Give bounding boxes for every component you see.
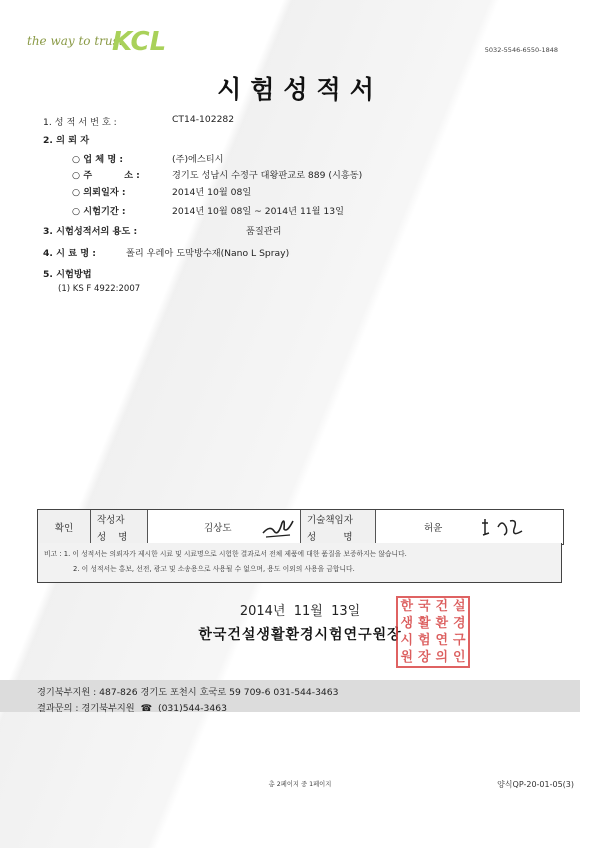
purpose-value: 품질관리	[246, 226, 282, 237]
seal-char: 연	[435, 633, 449, 648]
issue-date: 2014년 11월 13일	[239, 604, 361, 619]
address-value: 경기도 성남시 수정구 대왕판교로 889 (시흥동)	[172, 170, 363, 181]
seal-char: 건	[435, 599, 449, 614]
purpose-label: 3. 시험성적서의 용도 :	[43, 226, 138, 237]
method-label: 5. 시험방법	[43, 269, 92, 280]
confirm-label: 확인	[54, 523, 74, 534]
seal-char: 국	[417, 599, 431, 614]
company-value: (주)에스티시	[172, 154, 224, 165]
seal-char: 인	[452, 650, 466, 665]
form-number: 양식QP-20-01-05(3)	[497, 780, 574, 789]
signature-table	[37, 509, 564, 545]
kcl-logo	[110, 22, 170, 58]
seal-char: 원	[400, 650, 414, 665]
inquiry-prefix: 결과문의 : 경기북부지원	[37, 703, 135, 714]
seal-char: 의	[435, 650, 449, 665]
address-label: ○ 주 소 :	[72, 170, 140, 181]
company-label: ○ 업 체 명 :	[72, 154, 124, 165]
sample-label: 4. 시 료 명 :	[43, 248, 96, 259]
official-seal	[396, 596, 470, 668]
tech-manager-label: 기술책임자	[307, 514, 353, 526]
tech-label-cell	[301, 510, 376, 544]
sample-value: 폴리 우레아 도막방수재(Nano L Spray)	[126, 248, 290, 259]
inquiry-phone: (031)544-3463	[157, 703, 227, 714]
seal-char: 시	[400, 633, 414, 648]
issuing-organization: 한국건설생활환경시험연구원장	[198, 627, 402, 643]
writer-name-cell	[148, 510, 301, 544]
page-indicator: 총 2페이지 중 1페이지	[268, 781, 332, 788]
remark-line-1: 비고 : 1. 이 성적서는 의뢰자가 제시한 시료 및 시료명으로 시험한 결과로서 전체 제품에 대한 품질을 보증하지는 않습니다.	[44, 550, 407, 558]
confirm-cell	[38, 510, 91, 544]
seal-char: 험	[417, 633, 431, 648]
page-title: 시험성적서	[217, 75, 383, 104]
tech-name-cell	[376, 510, 563, 544]
writer-label: 작성자	[97, 514, 125, 526]
branch-address: 경기북부지원 : 487-826 경기도 포천시 호국로 59 709-6 031-544-3463	[37, 687, 339, 698]
writer-name: 김상도	[204, 523, 232, 534]
seal-char: 설	[452, 599, 466, 614]
test-period-value: 2014년 10월 08일 ~ 2014년 11월 13일	[172, 206, 344, 217]
document-number: 5032-5546-6550-1848	[484, 46, 558, 54]
svg-text:KCL: KCL	[112, 27, 167, 57]
writer-name-label: 성 명	[97, 531, 128, 543]
slogan-text: the way to trust	[27, 34, 124, 48]
remark-line-2: 2. 이 성적서는 홍보, 선전, 광고 및 소송용으로 사용될 수 없으며, 용도 이외의 사용을 금합니다.	[73, 565, 355, 573]
inquiry-line	[37, 700, 227, 714]
writer-label-cell	[91, 510, 148, 544]
request-date-value: 2014년 10월 08일	[172, 187, 252, 198]
seal-char: 활	[417, 616, 431, 631]
seal-char: 생	[400, 616, 414, 631]
report-no-value: CT14-102282	[172, 114, 235, 125]
request-date-label: ○ 의뢰일자 :	[72, 187, 126, 198]
requester-label: 2. 의 뢰 자	[43, 135, 90, 146]
tech-signature	[480, 513, 526, 541]
phone-icon: ☎	[140, 703, 153, 714]
writer-signature	[260, 513, 296, 541]
tech-name-label: 성 명	[307, 531, 353, 543]
tech-name: 허윤	[424, 523, 443, 534]
seal-char: 환	[435, 616, 449, 631]
report-no-label: 1. 성 적 서 번 호 :	[43, 117, 117, 128]
seal-char: 장	[417, 650, 431, 665]
seal-char: 구	[452, 633, 466, 648]
seal-char: 경	[452, 616, 466, 631]
method-value: (1) KS F 4922:2007	[58, 284, 141, 294]
test-period-label: ○ 시험기간 :	[72, 206, 126, 217]
remarks-box	[37, 543, 562, 583]
seal-char: 한	[400, 599, 414, 614]
